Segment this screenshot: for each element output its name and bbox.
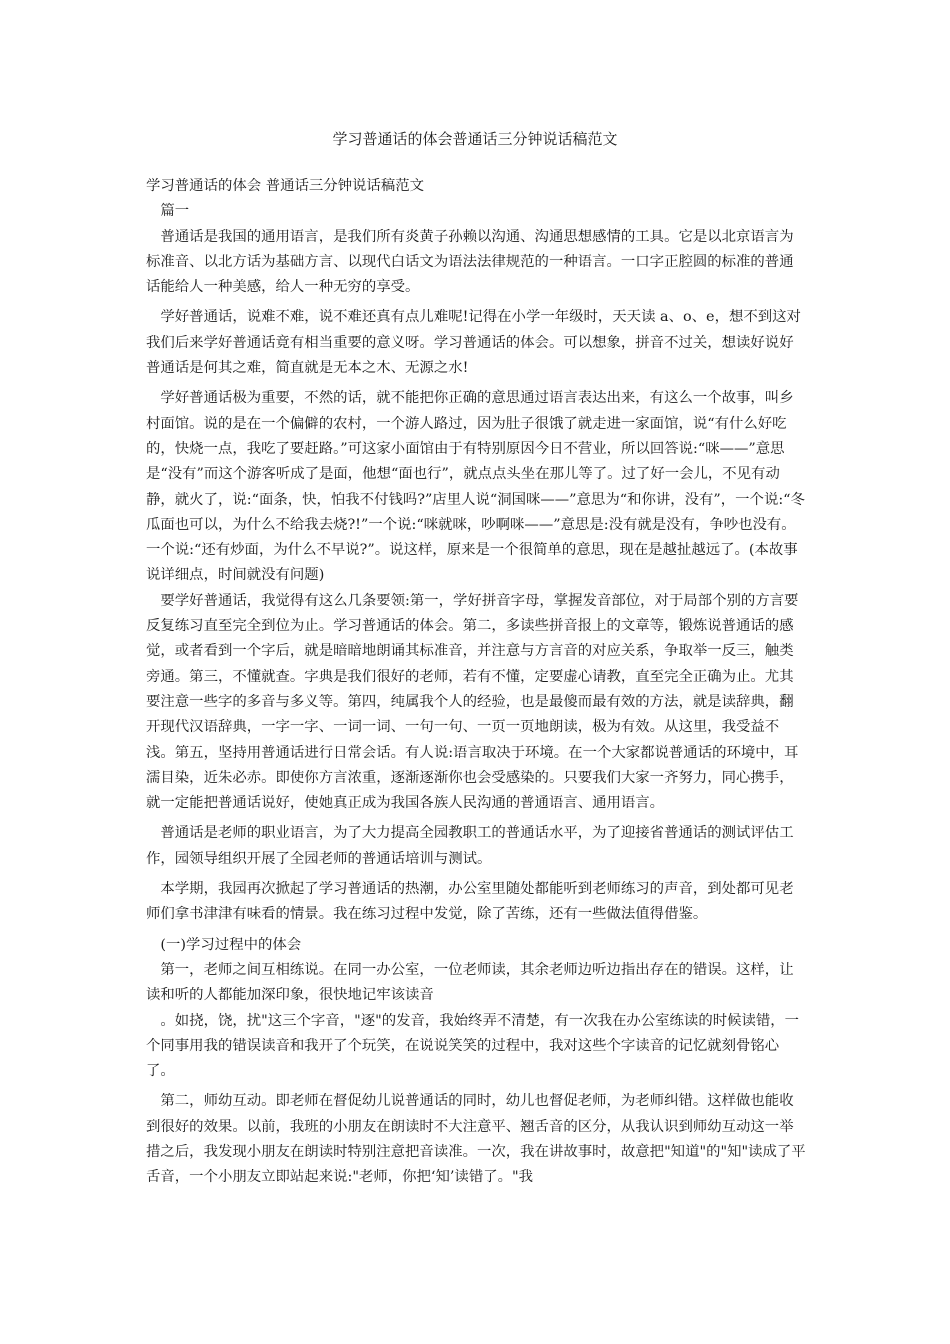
- document-title: 学习普通话的体会普通话三分钟说话稿范文: [332, 130, 618, 148]
- paragraph: 本学期，我园再次掀起了学习普通话的热潮，办公室里随处都能听到老师练习的声音，到处都可见老师们拿书津津有味看的情景。我在练习过程中发觉，除了苦练，还有一些做法值得借鉴。: [146, 881, 794, 923]
- document-subtitle: 学习普通话的体会 普通话三分钟说话稿范文: [146, 178, 424, 194]
- paragraph: 普通话是我国的通用语言，是我们所有炎黄子孙赖以沟通、沟通思想感情的工具。它是以北京语言为标准音、以北方话为基础方言、以现代白话文为语法法律规范的一种语言。一口字正腔圆的标准的普通话能给人一种美感，给人一种无穷的享受。: [146, 228, 794, 296]
- paragraph: 第二，师幼互动。即老师在督促幼儿说普通话的同时，幼儿也督促老师，为老师纠错。这样做也能收到很好的效果。以前，我班的小朋友在朗读时不大注意平、翘舌音的区分，从我认识到师幼互动这一举措之后，我发现小朋友在朗读时特别注意把音读准。一次，我在讲故事时，故意把"知道"的"知"读成了平舌音，一个小朋友立即站起来说:"老师，你把‘知’读错了。"我: [146, 1093, 806, 1186]
- subsection-heading: (一)学习过程中的体会: [160, 936, 302, 953]
- paragraph: 第一，老师之间互相练说。在同一办公室，一位老师读，其余老师边听边指出存在的错误。这样，让读和听的人都能加深印象，很快地记牢该读音: [146, 961, 794, 1004]
- document-body: [146, 174, 806, 1191]
- paragraph: 学好普通话极为重要，不然的话，就不能把你正确的意思通过语言表达出来，有这么一个故事，叫乡村面馆。说的是在一个偏僻的农村，一个游人路过，因为肚子很饿了就走进一家面馆，说“有什么好吃的，快烧一点，我吃了要赶路。”可这家小面馆由于有特别原因今日不营业，所以回答说:“咪——”意思是“没有”而这个游客听成了是面，他想“面也行”，就点点头坐在那儿等了。过了好一会儿，不见有动静，就火了，说:“面条，快，怕我不付钱吗?”店里人说“洞国咪——”意思为“和你讲，没有”，一个说:“冬瓜面也可以，为什么不给我去烧?!”一个说:“咪就咪，吵啊咪——”意思是:没有就是没有，争吵也没有。一个说:“还有炒面，为什么不早说?”。说这样，原来是一个很简单的意思，现在是越扯越远了。(本故事说详细点，时间就没有问题): [146, 390, 805, 584]
- section-heading: 篇一: [160, 203, 190, 220]
- paragraph: 学好普通话，说难不难，说不难还真有点儿难呢!记得在小学一年级时，天天读 a、o、e，想不到这对我们后来学好普通话竟有相当重要的意义呀。学习普通话的体会。可以想象，拼音不过关，想读好说好普通话是何其之难，简直就是无本之木、无源之水!: [146, 309, 801, 377]
- paragraph: 。如挠，饶，扰"这三个字音，"逐"的发音，我始终弄不清楚，有一次我在办公室练读的时候读错，一个同事用我的错误读音和我开了个玩笑，在说说笑笑的过程中，我对这些个字读音的记忆就刻骨铭心了。: [146, 1012, 800, 1080]
- paragraph: 要学好普通话，我觉得有这么几条要领:第一，学好拼音字母，掌握发音部位，对于局部个别的方言要反复练习直至完全到位为止。学习普通话的体会。第二，多读些拼音报上的文章等，锻炼说普通话的感觉，或者看到一个字后，就是暗暗地朗诵其标准音，并注意与方言音的对应关系，争取举一反三，触类旁通。第三，不懂就查。字典是我们很好的老师，若有不懂，定要虚心请教，直至完全正确为止。尤其要注意一些字的多音与多义等。第四，纯属我个人的经验，也是最傻而最有效的方法，就是读辞典，翻开现代汉语辞典，一字一字、一词一词、一句一句、一页一页地朗读，极为有效。从这里，我受益不浅。第五，坚持用普通话进行日常会话。有人说:语言取决于环境。在一个大家都说普通话的环境中，耳濡目染，近朱必赤。即使你方言浓重，逐渐逐渐你也会受感染的。只要我们大家一齐努力，同心携手，就一定能把普通话说好，使她真正成为我国各族人民沟通的普通语言、通用语言。: [146, 592, 799, 812]
- paragraph: 普通话是老师的职业语言，为了大力提高全园教职工的普通话水平，为了迎接省普通话的测试评估工作，园领导组织开展了全园老师的普通话培训与测试。: [146, 825, 794, 867]
